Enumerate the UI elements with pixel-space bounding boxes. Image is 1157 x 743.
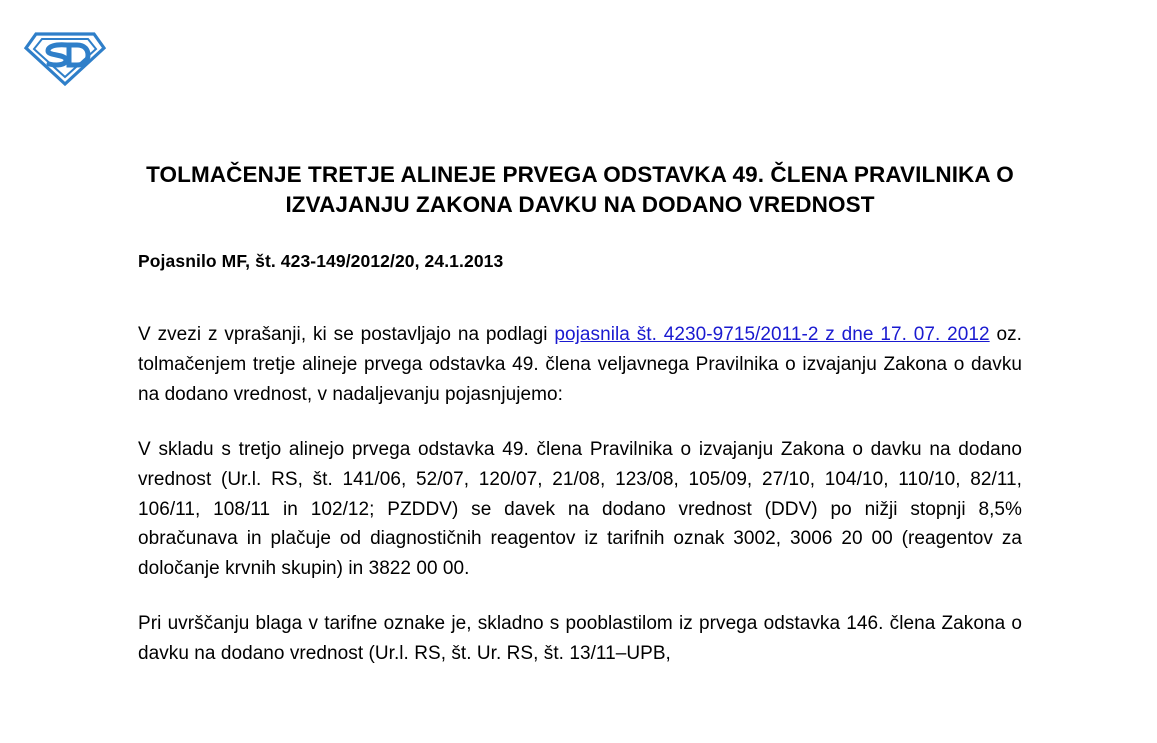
paragraph-3: Pri uvrščanju blaga v tarifne oznake je, skladno s pooblastilom iz prvega odstavka 146. člena Zakona o davku na dodano vrednost (Ur.l. RS, št. Ur. RS, št. 13/11–UPB, (138, 613, 1022, 664)
document-body (138, 160, 1022, 695)
company-logo (22, 28, 108, 90)
paragraph-1-text-before: V zvezi z vprašanji, ki se postavljajo na podlagi (138, 324, 555, 346)
document-subtitle: Pojasnilo MF, št. 423-149/2012/20, 24.1.2013 (138, 251, 504, 272)
paragraph-1-text-after: oz. tolmačenjem tretje alineje prvega odstavka 49. člena veljavnega Pravilnika o izvajanju Zakona o davku na dodano vrednost, v nadaljevanju pojasnjujemo: (138, 324, 1022, 405)
sd-shield-logo-icon (22, 28, 108, 90)
paragraph-2: V skladu s tretjo alinejo prvega odstavka 49. člena Pravilnika o izvajanju Zakona o davku na dodano vrednost (Ur.l. RS, št. 141/06, 52/07, 120/07, 21/08, 123/08, 105/09, 27/10, 104/10, 110/10, 82/11, 106/11, 108/11 in 102/12; PZDDV) se davek na dodano vrednost (DDV) po nižji stopnji 8,5% obračunava in plačuje od diagnostičnih reagentov iz tarifnih oznak 3002, 3006 20 00 (reagentov za določanje krvnih skupin) in 3822 00 00. (138, 439, 1022, 579)
paragraph-1 (138, 320, 1022, 409)
page-title: TOLMAČENJE TRETJE ALINEJE PRVEGA ODSTAVKA 49. ČLENA PRAVILNIKA O IZVAJANJU ZAKONA DAVKU NA DODANO VREDNOST (146, 162, 1014, 217)
reference-link[interactable]: pojasnila št. 4230-9715/2011-2 z dne 17. 07. 2012 (554, 324, 990, 346)
